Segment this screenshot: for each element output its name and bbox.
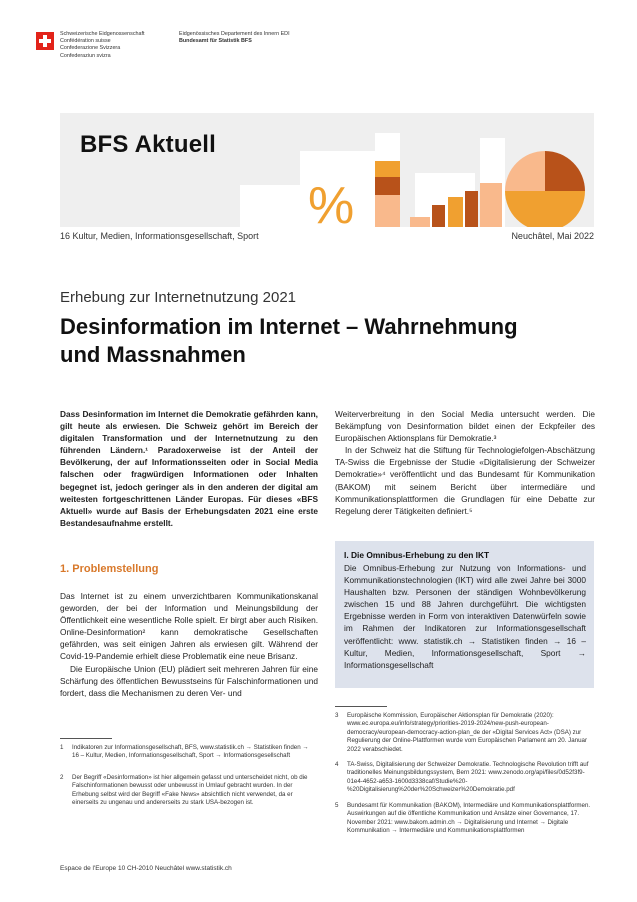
banner-white-bar [240, 185, 300, 227]
footnote: 3 Europäische Kommission, Europäischer Aktionsplan für Demokratie (2020): www.ec.europa.eu/info/strategy/priorities-2019-2024/new-push-european-democracy/european-democracy-action-plan_de der «Digital Services Act» (DSA) zur Regulierung der Online-Plattformen wurde vom Europäischen Parlament am 20. Januar 2022 verabschiedet. [335, 712, 588, 753]
footnote: 5 Bundesamt für Kommunikation (BAKOM), Intermediäre und Kommunikationsplattformen. Auswirkungen auf die öffentliche Kommunikation und Ansätze einer Governance, 17. November 2021: www.bakom.admin.ch → Digitalisierung und Internet → Digitale Kommunikation → Intermediäre und Kommunikationsplattformen [335, 802, 591, 835]
small-bar [480, 183, 502, 227]
series-topic: 16 Kultur, Medien, Informationsgesellschaft, Sport [60, 231, 259, 241]
footnote: 1 Indikatoren zur Informationsgesellschaft, BFS, www.statistik.ch → Statistiken finden → 16 – Kultur, Medien, Informationsgesellschaft, Sport → Informationsgesellschaft [60, 744, 309, 760]
stacked-bar-segment [375, 161, 400, 177]
survey-kicker: Erhebung zur Internetnutzung 2021 [60, 289, 297, 306]
page-footer: Espace de l'Europe 10 CH-2010 Neuchâtel www.statistik.ch [60, 865, 232, 872]
small-bar [465, 191, 478, 227]
swiss-flag-icon [36, 32, 54, 50]
info-box-text: Die Omnibus-Erhebung zur Nutzung von Informations- und Kommunikationstechnologien (IKT) wird alle zwei Jahre bei 3000 Haushalten bzw. Personen der ständigen Wohnbevölkerung zwischen 15 und 88 Jahren durchgeführt. Die wichtigsten Ergebnisse werden in Form von interaktiven Datenwürfeln sowie im Rahmen der Indikatoren zur Informationsgesellschaft veröffentlicht: www. statistik.ch → Statistiken finden → 16 – Kultur, Medien, Informationsgesellschaft, Sport → Informationsgesellschaft [344, 563, 586, 670]
place-date: Neuchâtel, Mai 2022 [511, 231, 594, 241]
body-right-column [335, 408, 595, 517]
footnote: 4 TA-Swiss, Digitalisierung der Schweizer Demokratie. Technologische Revolution trifft auf traditionelles Meinungsbildungssystem, Bern 2021: www.zenodo.org/api/files/0d52f3f9-01e4-4652-a653-1600d3338caf/Studie%20-%20Digitalisierung%20der%20Schweizer%20Demokratie.pdf [335, 761, 589, 794]
page-title: Desinformation im Internet – Wahrnehmung und Massnahmen [60, 314, 518, 367]
paragraph: Weiterverbreitung in den Social Media untersucht werden. Die Bekämpfung von Desinformation bildet einen der Eckpfeiler des Europäischen Aktionsplans für Demokratie.³ [335, 409, 595, 444]
pie-slice [545, 151, 585, 191]
bfs-banner [60, 113, 594, 227]
series-line [60, 231, 594, 241]
stacked-bar-segment [375, 195, 400, 227]
paragraph: In der Schweiz hat die Stiftung für Technologiefolgen-Abschätzung TA-Swiss die Ergebnisse der Studie «Digitalisierung der Schweizer Demokratie»⁴ veröffentlicht und das Bundesamt für Kommunikation (BAKOM) mit seinem Bericht über intermediäre und Kommunikationsplattformen die Grundlagen für eine Debatte zur Regelung derer Tätigkeiten definiert.⁵ [335, 445, 595, 516]
publication-title: BFS Aktuell [80, 131, 216, 158]
lead-paragraph: Dass Desinformation im Internet die Demokratie gefährden kann, gilt heute als erwiesen. Die Schweiz gehört im Bereich der digitalen Transformation und der Internetnutzung zu den führenden Ländern.¹ Paradoxerweise ist der Anteil der Bevölkerung, der auf Informationsseiten oder in Social Media falschen oder fragwürdigen Informationen oder Inhalten begegnet ist, jedoch geringer als in den anderen der digital am weitesten fortgeschrittenen Länder Europas. Für dieses «BFS Aktuell» wurde auf Basis der Erhebungsdaten 2021 eine erste Bestandesaufnahme erstellt. [60, 409, 318, 528]
department-name: Eidgenössisches Departement des Innern EDI Bundesamt für Statistik BFS [179, 31, 290, 45]
small-bar [448, 197, 463, 227]
info-box-title: I. Die Omnibus-Erhebung zu den IKT [344, 550, 490, 560]
footnote-rule [60, 738, 112, 739]
office-name: Bundesamt für Statistik BFS [179, 38, 252, 45]
section-heading: 1. Problemstellung [60, 563, 159, 575]
info-box [335, 541, 594, 688]
banner-graphic [60, 113, 594, 227]
stacked-bar-segment [375, 177, 400, 195]
body-left-column [60, 590, 318, 699]
confederation-names: Schweizerische Eidgenossenschaft Confédération suisse Confederazione Svizzera Confederaziun svizra [60, 31, 145, 59]
small-bar [410, 217, 430, 227]
small-bar [432, 205, 445, 227]
footnote: 2 Der Begriff «Desinformation» ist hier allgemein gefasst und unterscheidet nicht, ob die Falschinformationen bewusst oder unbewusst in Umlauf gebracht wurden. In der Erhebung selbst wird der Begriff «Fake News» absichtlich nicht verwendet, da er einerseits zu ungenau und andererseits zu stark USA-bezogen ist. [60, 774, 308, 807]
paragraph: Die Europäische Union (EU) plädiert seit mehreren Jahren für eine Schärfung des öffentlichen Bewusstseins für Falschinformationen und fordert, dass die Mechanismen zu deren Ver- und [60, 663, 318, 698]
paragraph: Das Internet ist zu einem unverzichtbaren Kommunikationskanal geworden, der bei der Information und Meinungsbildung der Öffentlichkeit eine wesentliche Rolle spielt. Er birgt aber auch Risiken. Online-Desinformation² kann demokratische Gesellschaften gefährden, was seit einigen Jahren als erwiesen gilt. Während der Covid-19-Pandemie erhielt diese Problematik eine neue Brisanz. [60, 591, 318, 662]
footnote-rule [335, 706, 387, 707]
pie-slice [505, 151, 545, 191]
pie-slice [505, 191, 585, 227]
percent-symbol: % [308, 177, 355, 227]
